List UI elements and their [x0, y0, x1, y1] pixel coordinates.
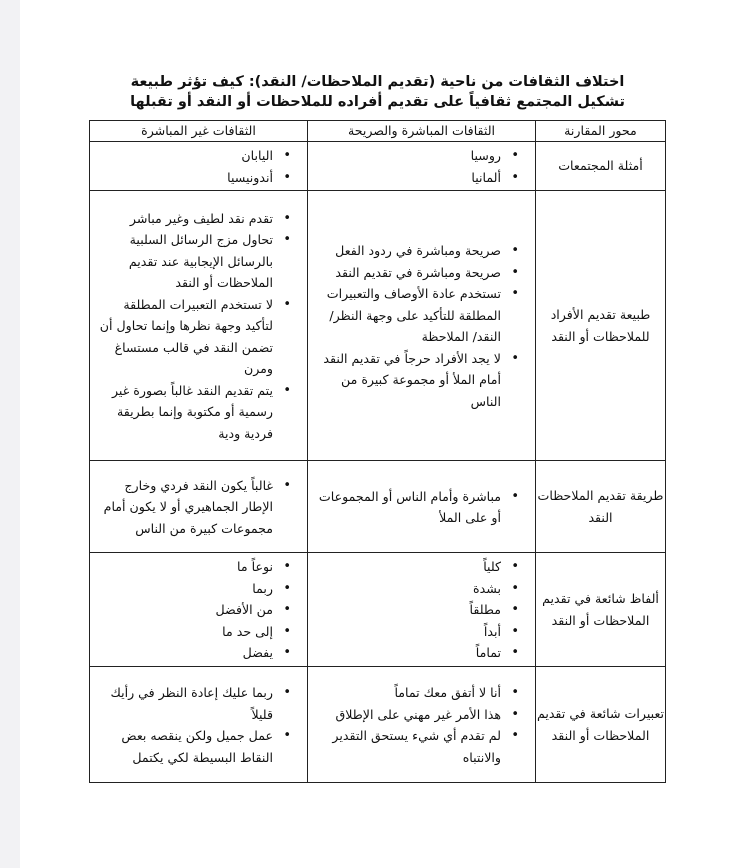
list-item: • أندونيسيا [96, 167, 299, 189]
list-item: • ربما [96, 578, 299, 600]
list-item: • كلياً [314, 556, 527, 578]
header-direct-cultures: الثقافات المباشرة والصريحة [308, 121, 536, 142]
list-item: • صريحة ومباشرة في تقديم النقد [314, 262, 527, 284]
indirect-list [90, 679, 307, 770]
direct-list [308, 483, 535, 531]
table-row [90, 191, 666, 461]
direct-cell [308, 142, 536, 191]
list-item: • لا يجد الأفراد حرجاً في تقديم النقد أمام الملأ أو مجموعة كبيرة من الناس [314, 348, 527, 413]
indirect-cell [90, 191, 308, 461]
list-item: • غالباً يكون النقد فردي وخارج الإطار الجماهيري أو لا يكون أمام مجموعات كبيرة من الناس [96, 475, 299, 540]
list-item: • عمل جميل ولكن ينقصه بعض النقاط البسيطة لكي يكتمل [96, 725, 299, 768]
list-item: • أنا لا أتفق معك تماماً [314, 682, 527, 704]
indirect-list [90, 205, 307, 447]
list-item: • ألمانيا [314, 167, 527, 189]
list-item: • مباشرة وأمام الناس أو المجموعات أو على الملأ [314, 486, 527, 529]
table-row [90, 142, 666, 191]
row-axis-label: أمثلة المجتمعات [536, 142, 666, 191]
row-axis-label: ألفاظ شائعة في تقديم الملاحظات أو النقد [536, 553, 666, 667]
list-item: • يفضل [96, 642, 299, 664]
table-row [90, 553, 666, 667]
indirect-list [90, 142, 307, 190]
direct-list [308, 679, 535, 770]
indirect-cell [90, 461, 308, 553]
table-header-row [90, 121, 666, 142]
list-item: • ربما عليك إعادة النظر في رأيك قليلاً [96, 682, 299, 725]
list-item: • تستخدم عادة الأوصاف والتعبيرات المطلقة للتأكيد على وجهة النظر/ النقد/ الملاحظة [314, 283, 527, 348]
title-line-2: تشكيل المجتمع ثقافياً على تقديم أفراده للملاحظات أو النقد أو تقبلها [130, 94, 625, 110]
table-row [90, 461, 666, 553]
list-item: • تماماً [314, 642, 527, 664]
list-item: • مطلقاً [314, 599, 527, 621]
indirect-list [90, 472, 307, 542]
list-item: • لم تقدم أي شيء يستحق التقدير والانتباه [314, 725, 527, 768]
row-axis-label: طريقة تقديم الملاحظات النقد [536, 461, 666, 553]
direct-list [308, 553, 535, 666]
document-title [90, 72, 665, 112]
list-item: • أبداً [314, 621, 527, 643]
direct-list [308, 142, 535, 190]
direct-cell [308, 667, 536, 783]
row-axis-label: طبيعة تقديم الأفراد للملاحظات أو النقد [536, 191, 666, 461]
indirect-list [90, 553, 307, 666]
direct-list [308, 237, 535, 414]
direct-cell [308, 191, 536, 461]
row-axis-label: تعبيرات شائعة في تقديم الملاحظات أو النقد [536, 667, 666, 783]
list-item: • هذا الأمر غير مهني على الإطلاق [314, 704, 527, 726]
list-item: • إلى حد ما [96, 621, 299, 643]
header-axis: محور المقارنة [536, 121, 666, 142]
table-row [90, 667, 666, 783]
title-line-1: اختلاف الثقافات من ناحية (تقديم الملاحظات/ النقد): كيف تؤثر طبيعة [130, 74, 625, 90]
indirect-cell [90, 667, 308, 783]
list-item: • من الأفضل [96, 599, 299, 621]
direct-cell [308, 553, 536, 667]
header-indirect-cultures: الثقافات غير المباشرة [90, 121, 308, 142]
list-item: • صريحة ومباشرة في ردود الفعل [314, 240, 527, 262]
list-item: • تقدم نقد لطيف وغير مباشر [96, 208, 299, 230]
list-item: • اليابان [96, 145, 299, 167]
comparison-table [89, 120, 666, 783]
list-item: • روسيا [314, 145, 527, 167]
list-item: • بشدة [314, 578, 527, 600]
indirect-cell [90, 553, 308, 667]
list-item: • يتم تقديم النقد غالباً بصورة غير رسمية أو مكتوبة وإنما بطريقة فردية ودية [96, 380, 299, 445]
list-item: • نوعاً ما [96, 556, 299, 578]
direct-cell [308, 461, 536, 553]
indirect-cell [90, 142, 308, 191]
list-item: • لا تستخدم التعبيرات المطلقة لتأكيد وجهة نظرها وإنما تحاول أن تضمن النقد في قالب مستساغ ومرن [96, 294, 299, 380]
list-item: • تحاول مزج الرسائل السلبية بالرسائل الإيجابية عند تقديم الملاحظات أو النقد [96, 229, 299, 294]
